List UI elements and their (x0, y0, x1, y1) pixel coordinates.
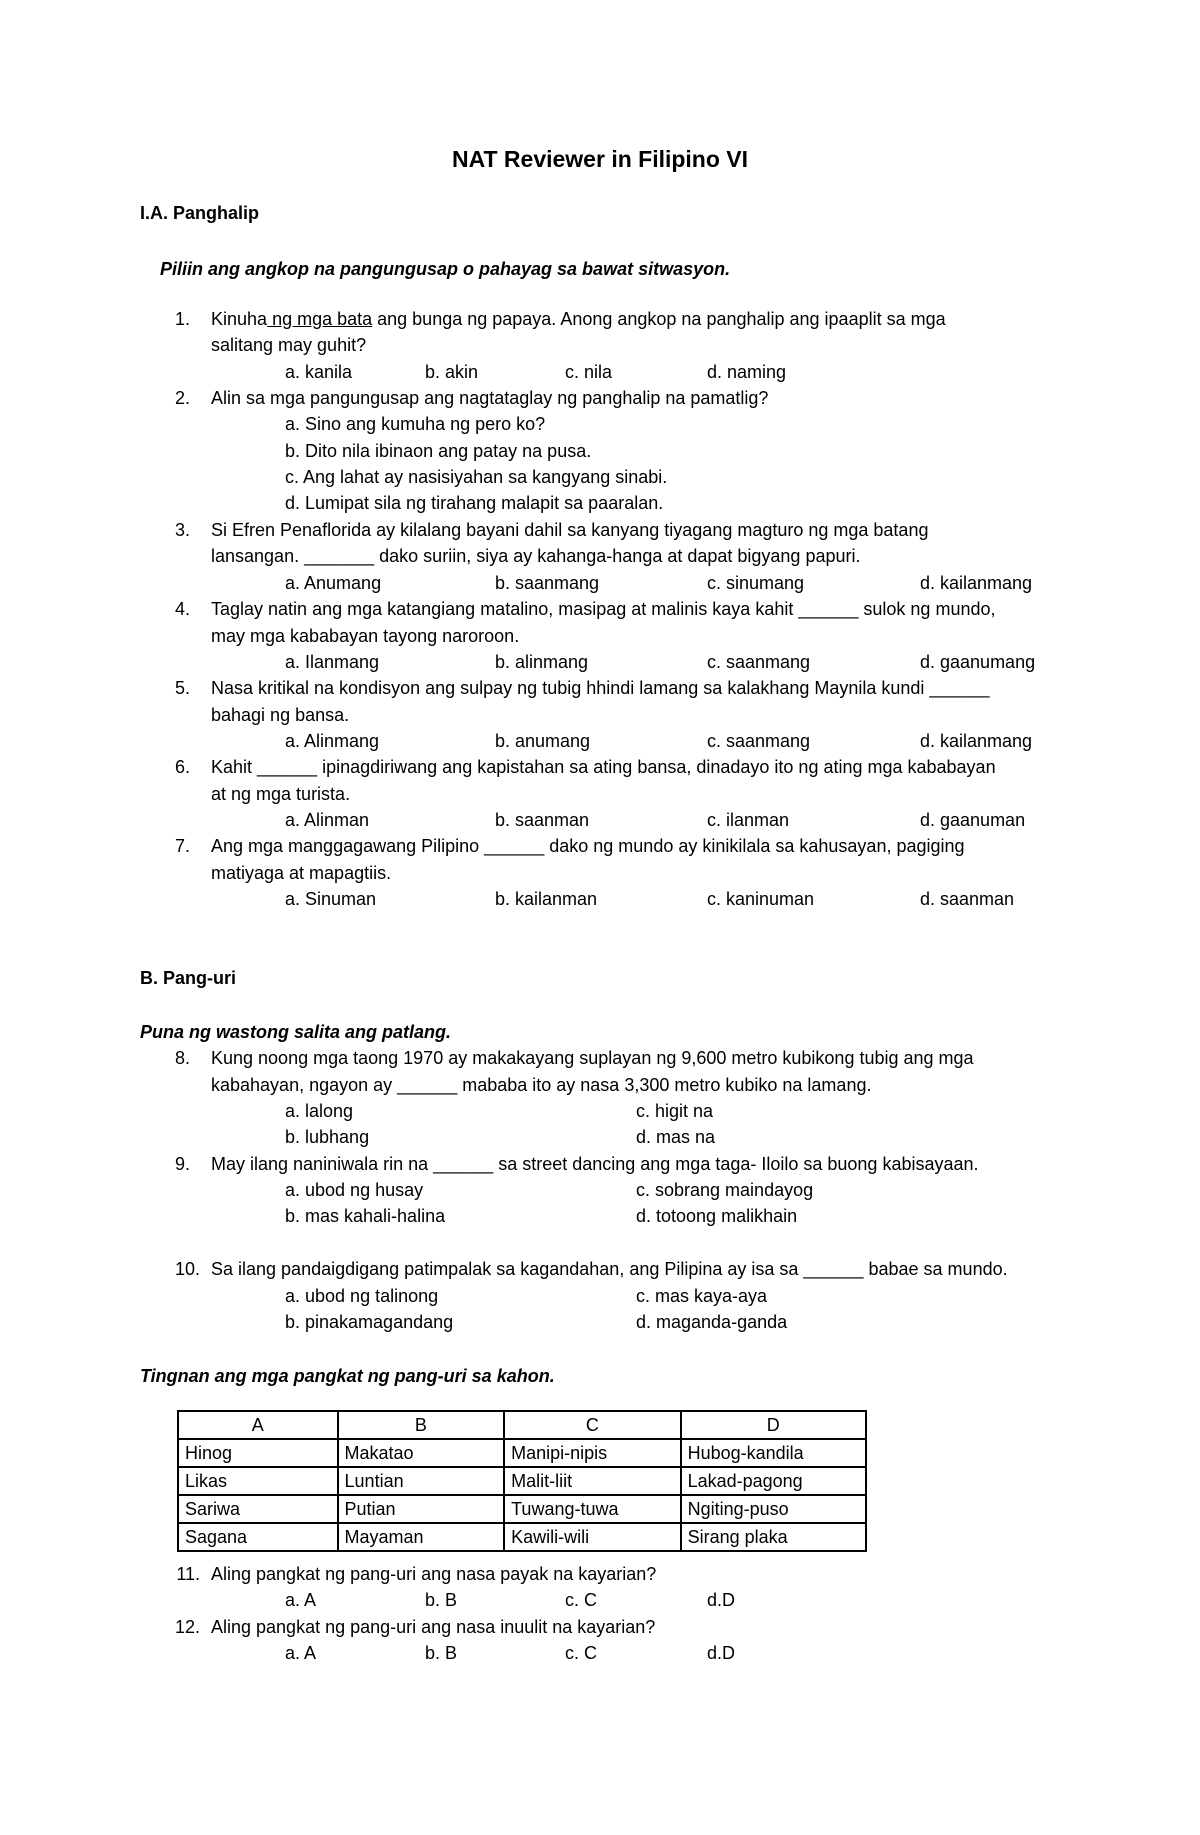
question-text: Ang mga manggagawang Pilipino ______ dako ng mundo ay kinikilala sa kahusayan, pagiging (211, 836, 965, 856)
option: a. Anumang (285, 573, 382, 593)
table-instruction: Tingnan ang mga pangkat ng pang-uri sa kahon. (140, 1366, 555, 1386)
option: c. sinumang (707, 573, 805, 593)
table-cell: Putian (338, 1495, 505, 1523)
question-text: Si Efren Penaflorida ay kilalang bayani dahil sa kanyang tiyagang magturo ng mga batang (211, 520, 929, 540)
column-header: B (338, 1411, 505, 1439)
option: b. akin (425, 362, 479, 382)
option: a. kanila (285, 362, 353, 382)
question-number: 7. (174, 836, 190, 856)
table-cell: Mayaman (338, 1523, 505, 1551)
option: a. A (285, 1590, 317, 1610)
option: b. kailanman (495, 889, 598, 909)
table-cell: Likas (178, 1467, 338, 1495)
option: b. B (425, 1590, 458, 1610)
section-b-instruction: Puna ng wastong salita ang patlang. (140, 1022, 452, 1042)
option: d.D (707, 1590, 736, 1610)
option: b. B (425, 1643, 458, 1663)
underlined-phrase: ng mga bata (267, 309, 373, 329)
table-header-row (178, 1411, 866, 1439)
option: d. Lumipat sila ng tirahang malapit sa paaralan. (285, 493, 664, 513)
section-b-heading: B. Pang-uri (140, 968, 237, 988)
option: c. kaninuman (707, 889, 815, 909)
table-row (178, 1439, 866, 1467)
question-text (211, 309, 946, 330)
table-cell: Luntian (338, 1467, 505, 1495)
option: d. maganda-ganda (636, 1312, 788, 1332)
option: a. Sinuman (285, 889, 377, 909)
table-cell: Malit-liit (504, 1467, 680, 1495)
question-text-line2: may mga kababayan tayong naroroon. (211, 626, 520, 646)
question-number: 1. (174, 309, 190, 329)
table-cell: Sirang plaka (681, 1523, 866, 1551)
option: b. saanman (495, 810, 590, 830)
option: b. alinmang (495, 652, 589, 672)
option: b. anumang (495, 731, 591, 751)
question-number: 3. (174, 520, 190, 540)
column-header: A (178, 1411, 338, 1439)
option: b. Dito nila ibinaon ang patay na pusa. (285, 441, 592, 461)
question-text: Taglay natin ang mga katangiang matalino, masipag at malinis kaya kahit ______ sulok ng mundo, (211, 599, 996, 619)
table-cell: Ngiting-puso (681, 1495, 866, 1523)
question-number: 6. (174, 757, 190, 777)
option: d. gaanuman (920, 810, 1026, 830)
option: a. ubod ng husay (285, 1180, 424, 1200)
option: c. C (565, 1643, 598, 1663)
table-cell: Manipi-nipis (504, 1439, 680, 1467)
page-title: NAT Reviewer in Filipino VI (451, 146, 749, 172)
question-number: 4. (174, 599, 190, 619)
option: d. mas na (636, 1127, 716, 1147)
column-header: C (504, 1411, 680, 1439)
table-cell: Sagana (178, 1523, 338, 1551)
question-text: Sa ilang pandaigdigang patimpalak sa kagandahan, ang Pilipina ay isa sa ______ babae sa mundo. (211, 1259, 1008, 1279)
table-cell: Tuwang-tuwa (504, 1495, 680, 1523)
section-a-instruction: Piliin ang angkop na pangungusap o pahayag sa bawat sitwasyon. (160, 259, 731, 279)
option: d. saanman (920, 889, 1015, 909)
option: c. nila (565, 362, 613, 382)
option: d. kailanmang (920, 731, 1033, 751)
option: c. mas kaya-aya (636, 1286, 768, 1306)
option: d. naming (707, 362, 787, 382)
option: d. gaanumang (920, 652, 1036, 672)
table-cell: Lakad-pagong (681, 1467, 866, 1495)
option: d.D (707, 1643, 736, 1663)
option: a. lalong (285, 1101, 354, 1121)
question-text: Aling pangkat ng pang-uri ang nasa inuulit na kayarian? (211, 1617, 656, 1637)
question-text-line2: kabahayan, ngayon ay ______ mababa ito ay nasa 3,300 metro kubiko na lamang. (211, 1075, 872, 1095)
question-text: Nasa kritikal na kondisyon ang sulpay ng tubig hhindi lamang sa kalakhang Maynila kundi ______ (211, 678, 990, 698)
question-number: 9. (174, 1154, 190, 1174)
question-text-line2: salitang may guhit? (211, 335, 367, 355)
table-cell: Sariwa (178, 1495, 338, 1523)
question-number: 2. (174, 388, 190, 408)
question-text: May ilang naniniwala rin na ______ sa street dancing ang mga taga- Iloilo sa buong kabisayaan. (211, 1154, 979, 1174)
option: a. Sino ang kumuha ng pero ko? (285, 414, 546, 434)
question-text-line2: at ng mga turista. (211, 784, 351, 804)
option: c. C (565, 1590, 598, 1610)
table-row (178, 1467, 866, 1495)
option: b. lubhang (285, 1127, 370, 1147)
option: a. Ilanmang (285, 652, 380, 672)
section-a-heading: I.A. Panghalip (140, 203, 260, 223)
question-number: 5. (174, 678, 190, 698)
option: a. Alinmang (285, 731, 380, 751)
table-row (178, 1523, 866, 1551)
option: a. ubod ng talinong (285, 1286, 439, 1306)
option: d. totoong malikhain (636, 1206, 798, 1226)
question-text: Kung noong mga taong 1970 ay makakayang suplayan ng 9,600 metro kubikong tubig ang mga (211, 1048, 974, 1068)
column-header: D (681, 1411, 866, 1439)
option: a. Alinman (285, 810, 370, 830)
option: c. higit na (636, 1101, 714, 1121)
option: c. Ang lahat ay nasisiyahan sa kangyang sinabi. (285, 467, 668, 487)
option: b. mas kahali-halina (285, 1206, 446, 1226)
question-text-line2: matiyaga at mapagtiis. (211, 863, 392, 883)
table-cell: Hubog-kandila (681, 1439, 866, 1467)
option: b. pinakamagandang (285, 1312, 454, 1332)
question-text-part: ang bunga ng papaya. Anong angkop na panghalip ang ipaaplit sa mga (372, 309, 946, 329)
option: c. sobrang maindayog (636, 1180, 814, 1200)
option: a. A (285, 1643, 317, 1663)
table-cell: Hinog (178, 1439, 338, 1467)
option: d. kailanmang (920, 573, 1033, 593)
option: c. saanmang (707, 731, 811, 751)
question-number: 11. (176, 1564, 200, 1584)
table-row (178, 1495, 866, 1523)
adjective-groups-table (177, 1410, 867, 1552)
question-number: 10. (174, 1259, 200, 1279)
question-text-line2: lansangan. _______ dako suriin, siya ay kahanga-hanga at dapat bigyang papuri. (211, 546, 861, 566)
question-text-part: Kinuha (211, 309, 268, 329)
question-text: Kahit ______ ipinagdiriwang ang kapistahan sa ating bansa, dinadayo ito ng ating mga kababayan (211, 757, 996, 777)
question-text: Aling pangkat ng pang-uri ang nasa payak na kayarian? (211, 1564, 657, 1584)
option: b. saanmang (495, 573, 600, 593)
option: c. ilanman (707, 810, 790, 830)
option: c. saanmang (707, 652, 811, 672)
question-text: Alin sa mga pangungusap ang nagtataglay ng panghalip na pamatlig? (211, 388, 769, 408)
table-cell: Makatao (338, 1439, 505, 1467)
question-number: 12. (174, 1617, 200, 1637)
question-text-line2: bahagi ng bansa. (211, 705, 350, 725)
table-cell: Kawili-wili (504, 1523, 680, 1551)
question-number: 8. (174, 1048, 190, 1068)
